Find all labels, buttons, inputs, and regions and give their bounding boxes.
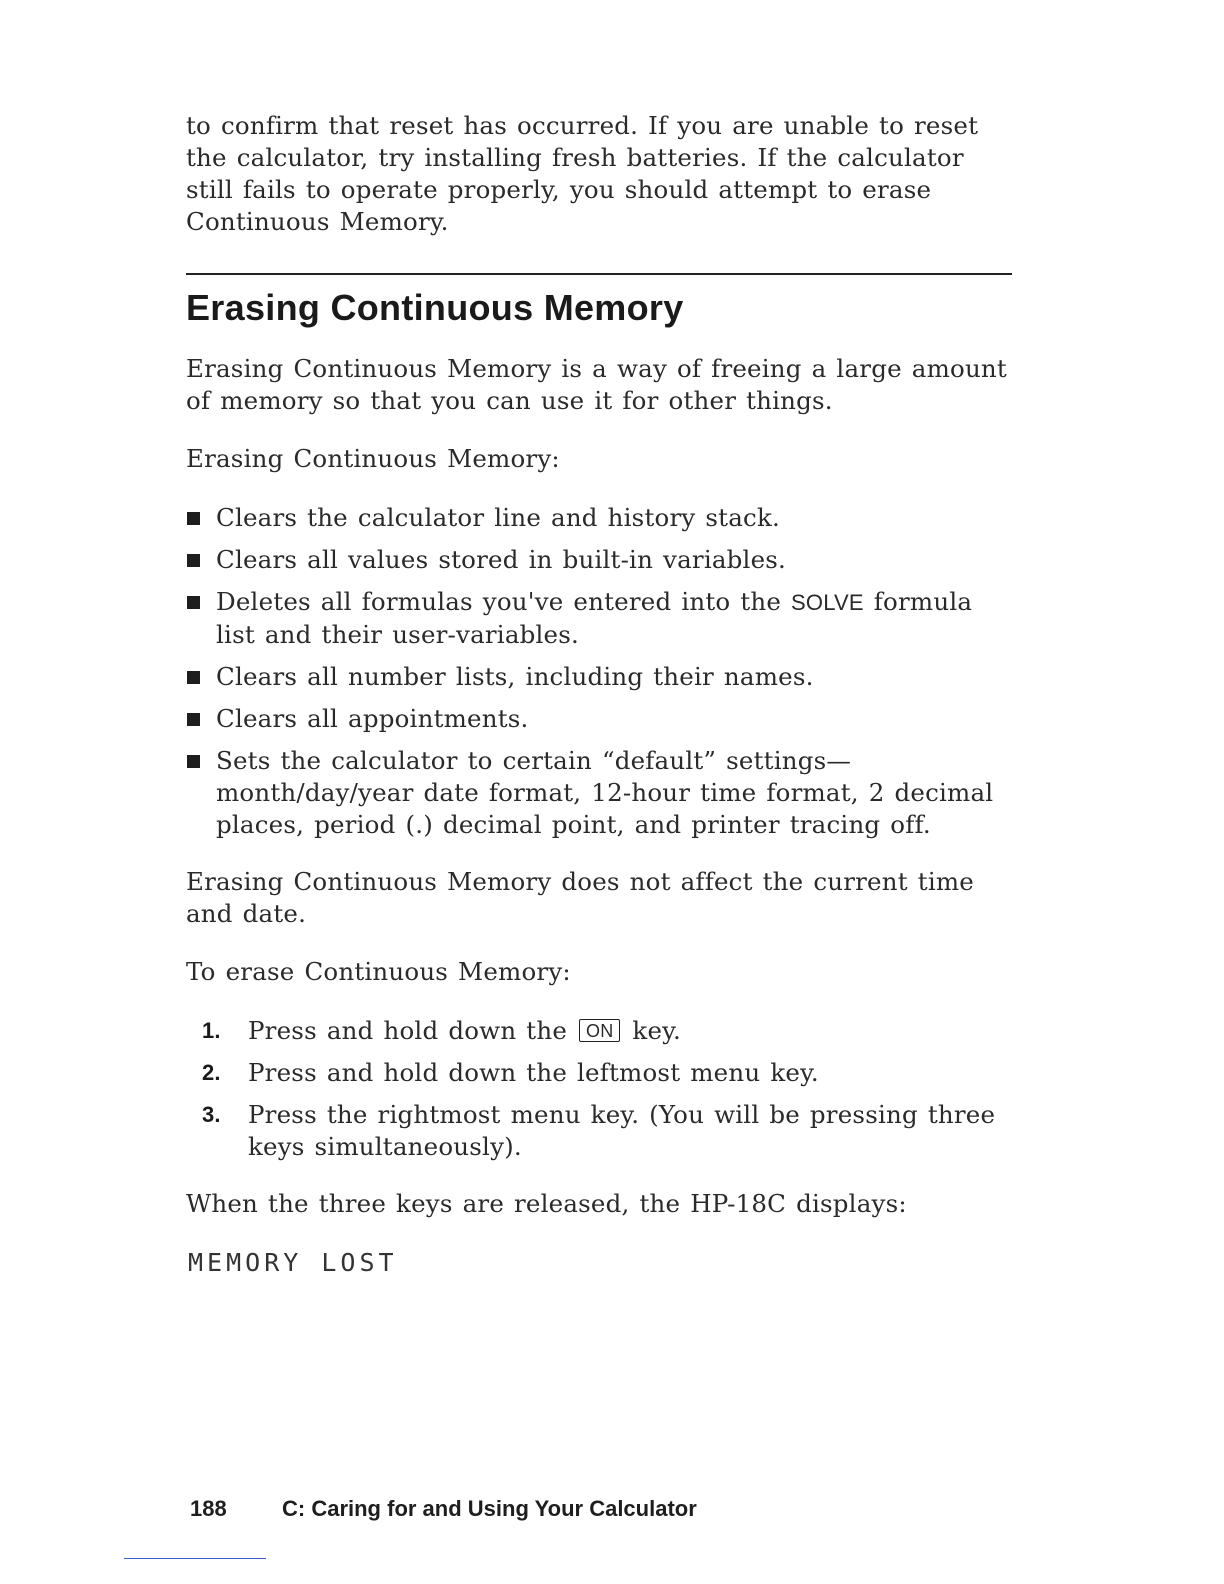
calculator-display-text: MEMORY LOST <box>188 1248 398 1277</box>
section-paragraph-4: To erase Continuous Memory: <box>186 957 571 986</box>
step-text: Press the rightmost menu key. (You will be pressing three keys simultaneously). <box>248 1100 996 1161</box>
step-text-after: key. <box>622 1016 681 1045</box>
section-paragraph-1: Erasing Continuous Memory is a way of freeing a large amount of memory so that you can use it for other things. <box>186 354 1007 415</box>
section-paragraph-2: Erasing Continuous Memory: <box>186 444 560 473</box>
on-key-icon: ON <box>579 1019 620 1042</box>
intro-paragraph: to confirm that reset has occurred. If you are unable to reset the calculator, try installing fresh batteries. If the calculator still fails to operate properly, you should attempt to erase Continuous Memory. <box>186 111 979 236</box>
list-item <box>186 745 1012 841</box>
square-bullet-icon <box>187 554 200 567</box>
solve-menu-label: SOLVE <box>791 590 864 615</box>
list-item <box>186 586 1012 651</box>
bullet-list <box>186 502 1012 851</box>
page-footer <box>190 1496 697 1522</box>
list-item <box>186 661 1012 693</box>
step-item <box>186 1057 1012 1089</box>
list-item <box>186 703 1012 735</box>
step-item <box>186 1015 1012 1047</box>
chapter-title: C: Caring for and Using Your Calculator <box>282 1496 697 1521</box>
square-bullet-icon <box>187 713 200 726</box>
square-bullet-icon <box>187 671 200 684</box>
step-number: 3. <box>202 1102 221 1127</box>
bullet-text: Clears all number lists, including their names. <box>216 662 814 691</box>
section-paragraph-3: Erasing Continuous Memory does not affect the current time and date. <box>186 867 974 928</box>
step-text-before: Press and hold down the <box>248 1016 578 1045</box>
section-divider <box>186 273 1012 275</box>
bullet-text: Clears all values stored in built-in variables. <box>216 545 787 574</box>
step-number: 1. <box>202 1018 221 1043</box>
square-bullet-icon <box>187 596 200 609</box>
square-bullet-icon <box>187 512 200 525</box>
section-paragraph-5: When the three keys are released, the HP-18C displays: <box>186 1189 907 1218</box>
step-list <box>186 1015 1012 1173</box>
scan-artifact-line <box>124 1558 266 1559</box>
bullet-text-after: formula list and their user-variables. <box>216 587 973 649</box>
step-text: Press and hold down the leftmost menu key. <box>248 1058 819 1087</box>
page-number: 188 <box>190 1496 227 1521</box>
bullet-text-before: Deletes all formulas you've entered into the <box>216 587 792 616</box>
list-item <box>186 544 1012 576</box>
bullet-text: Clears the calculator line and history stack. <box>216 503 780 532</box>
bullet-text: Clears all appointments. <box>216 704 529 733</box>
bullet-text: Sets the calculator to certain “default” settings—month/day/year date format, 12-hour time format, 2 decimal places, period (.) decimal point, and printer tracing off. <box>216 746 994 839</box>
list-item <box>186 502 1012 534</box>
step-item <box>186 1099 1012 1163</box>
section-title: Erasing Continuous Memory <box>186 287 684 328</box>
square-bullet-icon <box>187 755 200 768</box>
step-number: 2. <box>202 1060 221 1085</box>
